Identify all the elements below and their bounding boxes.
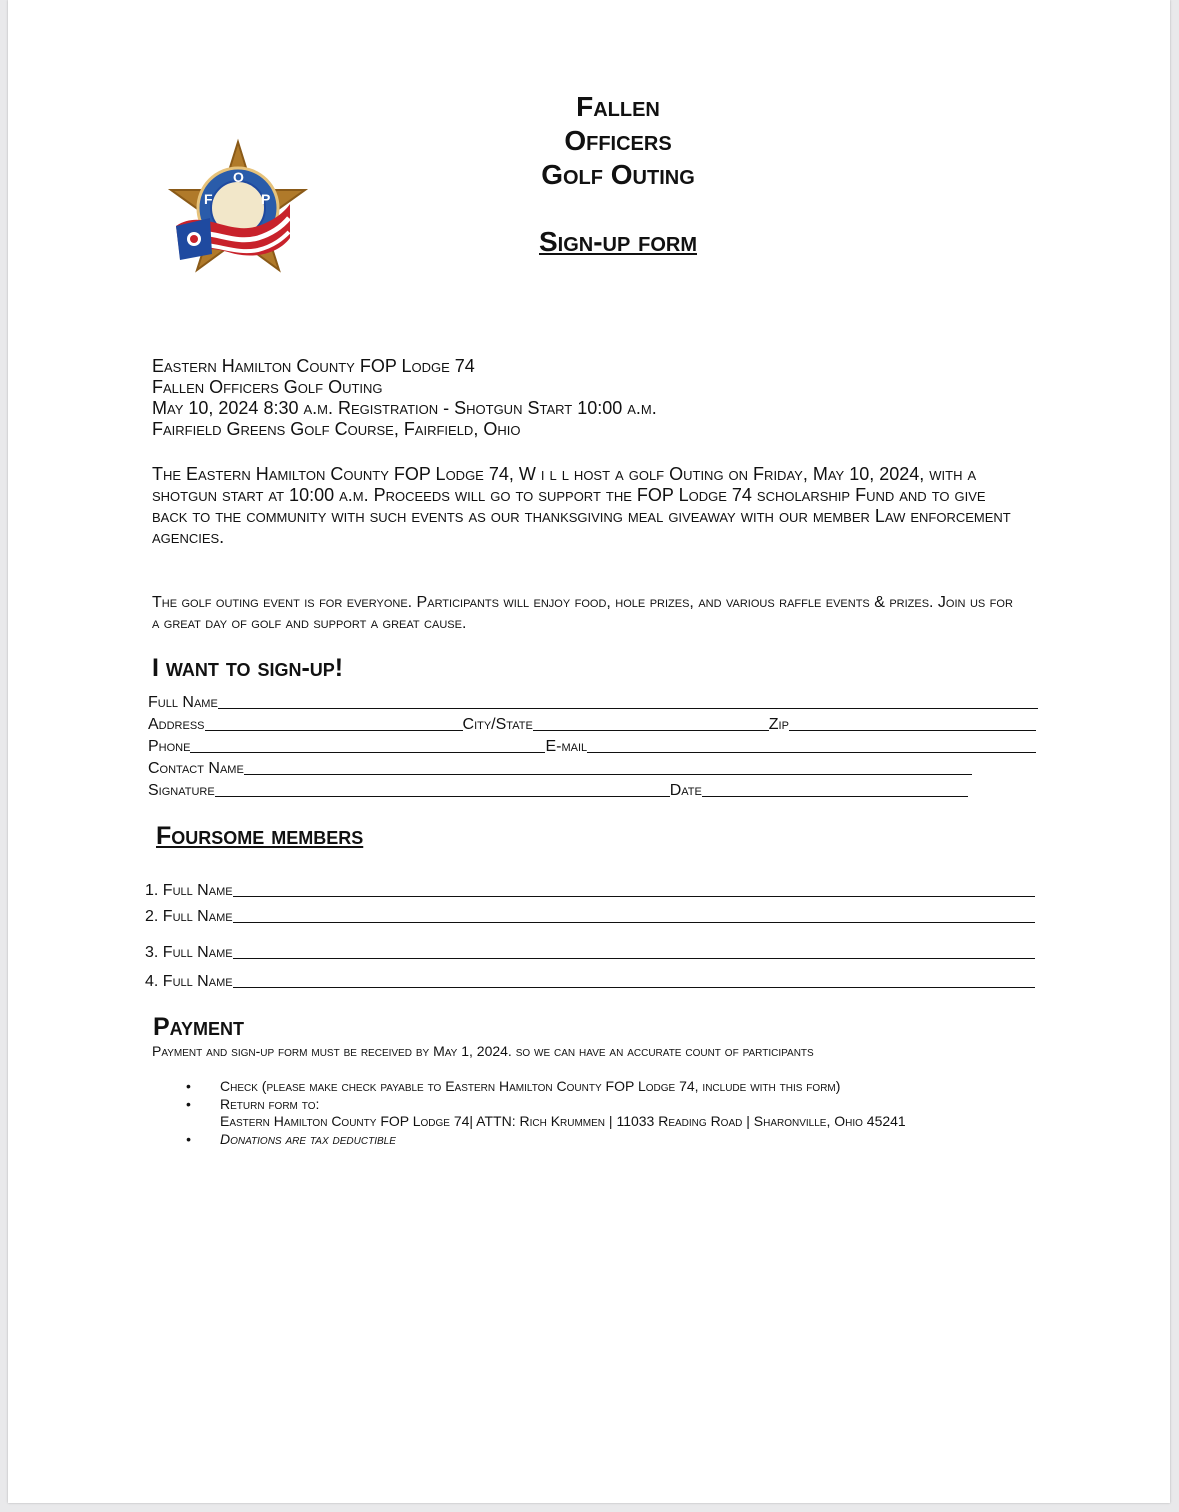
signature-label: Signature: [148, 782, 215, 799]
phone-label: Phone: [148, 738, 191, 755]
logo-letter-p: P: [261, 191, 271, 207]
payment-bullet-check: • Check (please make check payable to Eastern Hamilton County FOP Lodge 74, include with this form): [186, 1078, 946, 1095]
return-form-address: Eastern Hamilton County FOP Lodge 74| ATTN: Rich Krummen | 11033 Reading Road | Sharonville, Ohio 45241: [220, 1113, 906, 1129]
address-line[interactable]: [205, 730, 463, 731]
contact-name-field[interactable]: [148, 758, 972, 778]
email-label: E-mail: [545, 738, 588, 755]
member-1-line[interactable]: [233, 896, 1035, 897]
logo-letter-o: O: [233, 169, 244, 185]
member-4-field[interactable]: [145, 971, 1035, 991]
city-state-label: City/State: [462, 716, 533, 733]
member-4-label: 4. Full Name: [145, 973, 233, 990]
date-label: Date: [669, 782, 702, 799]
title-line-1: Fallen: [576, 91, 660, 122]
member-1-field[interactable]: [145, 880, 1035, 900]
member-2-label: 2. Full Name: [145, 908, 233, 925]
member-4-line[interactable]: [233, 987, 1035, 988]
payment-list: [186, 1078, 946, 1149]
member-1-label: 1. Full Name: [145, 882, 233, 899]
address-label: Address: [148, 716, 205, 733]
foursome-heading: Foursome members: [156, 822, 364, 850]
info-line-3: May 10, 2024 8:30 a.m. Registration - Shotgun Start 10:00 a.m.: [152, 398, 657, 418]
full-name-label: Full Name: [148, 694, 218, 711]
event-details: The golf outing event is for everyone. Participants will enjoy food, hole prizes, and various raffle events & prizes. Join us for a great day of golf and support a great cause.: [152, 594, 1013, 632]
form-subtitle: Sign-up form: [539, 226, 697, 257]
signature-row: [148, 780, 968, 800]
member-2-line[interactable]: [233, 922, 1035, 923]
return-form-title: • Return form to:: [220, 1096, 320, 1112]
phone-line[interactable]: [190, 752, 545, 753]
info-line-2: Fallen Officers Golf Outing: [152, 377, 383, 397]
document-page: [8, 0, 1170, 1503]
payment-heading: Payment: [153, 1013, 245, 1041]
member-3-line[interactable]: [233, 958, 1035, 959]
payment-deadline-text: Payment and sign-up form must be received by May 1, 2024. so we can have an accurate count of participants: [152, 1043, 814, 1059]
fop-star-logo: [158, 138, 318, 283]
document-title: [458, 90, 778, 192]
event-description: The Eastern Hamilton County FOP Lodge 74, W i l l host a golf Outing on Friday, May 10, 2024, with a shotgun start at 10:00 a.m. Proceeds will go to support the FOP Lodge 74 scholarship Fund and to give back to the community with such events as our thanksgiving meal giveaway with our member Law enforcement agencies.: [152, 464, 1011, 547]
event-info: [152, 356, 657, 440]
member-3-field[interactable]: [145, 942, 1035, 962]
title-line-3: Golf Outing: [541, 159, 695, 190]
contact-name-label: Contact Name: [148, 760, 244, 777]
payment-bullet-donations: • Donations are tax deductible: [186, 1131, 946, 1148]
phone-row: [148, 736, 1036, 756]
info-line-4: Fairfield Greens Golf Course, Fairfield, Ohio: [152, 419, 521, 439]
logo-letter-f: F: [204, 191, 213, 207]
info-line-1: Eastern Hamilton County FOP Lodge 74: [152, 356, 475, 376]
zip-label: Zip: [768, 716, 789, 733]
zip-line[interactable]: [789, 730, 1036, 731]
title-line-2: Officers: [564, 125, 672, 156]
payment-bullet-return: [186, 1096, 946, 1130]
member-3-label: 3. Full Name: [145, 944, 233, 961]
signature-line[interactable]: [215, 796, 670, 797]
full-name-line[interactable]: [218, 708, 1038, 709]
email-line[interactable]: [587, 752, 1036, 753]
member-2-field[interactable]: [145, 906, 1035, 926]
city-state-line[interactable]: [533, 730, 769, 731]
full-name-field[interactable]: [148, 692, 1038, 712]
signup-heading: I want to sign-up!: [152, 654, 344, 682]
date-line[interactable]: [702, 796, 968, 797]
address-row: [148, 714, 1036, 734]
contact-name-line[interactable]: [244, 774, 972, 775]
